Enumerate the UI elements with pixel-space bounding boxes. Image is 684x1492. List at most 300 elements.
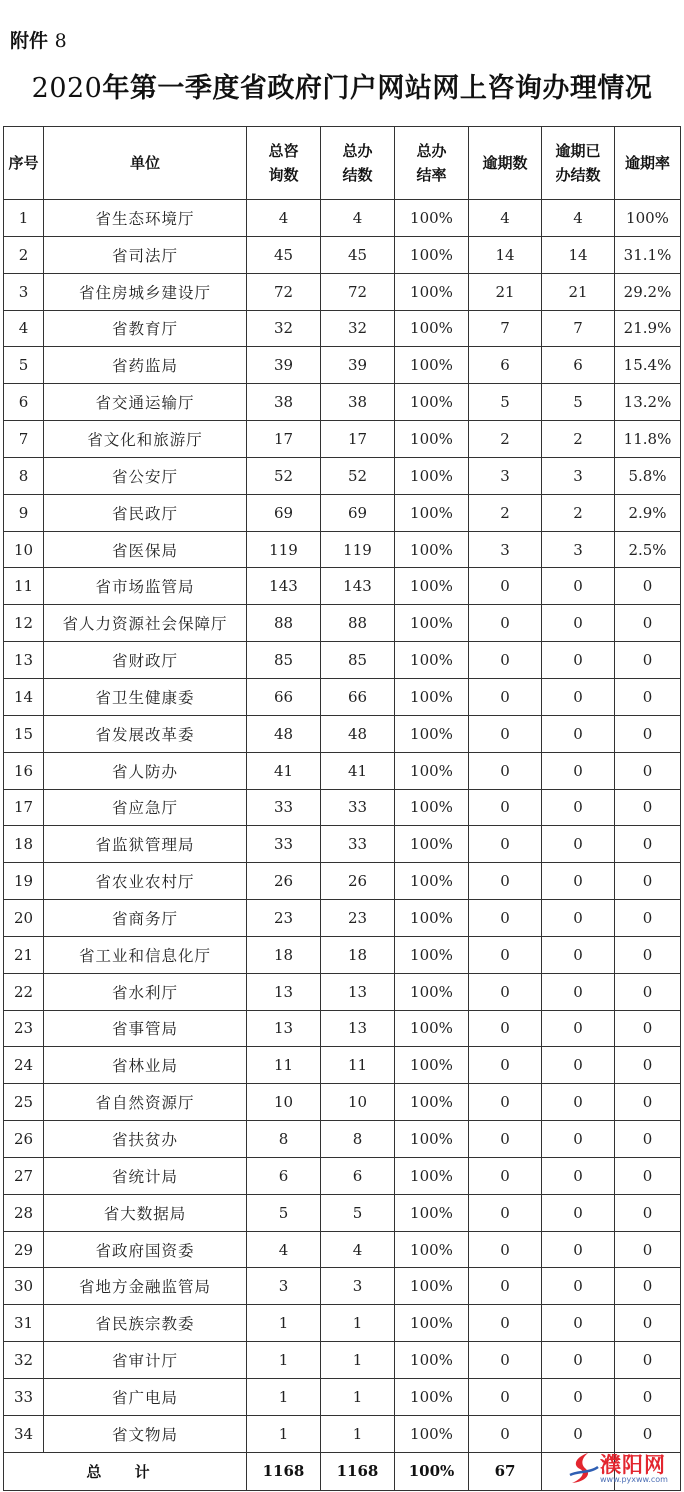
row-rate: 100% [395,1231,469,1268]
row-rate: 100% [395,1121,469,1158]
table-row [4,678,681,715]
row-index: 20 [4,900,44,937]
table-row [4,605,681,642]
col-header-overdue-done: 逾期已办结数 [542,127,615,200]
row-overdue: 0 [469,789,542,826]
row-rate: 100% [395,1342,469,1379]
table-row [4,1084,681,1121]
row-overdue: 3 [469,457,542,494]
row-overdue-rate: 0 [615,1010,681,1047]
row-rate: 100% [395,936,469,973]
row-index: 9 [4,494,44,531]
row-overdue-done: 0 [542,1231,615,1268]
row-index: 11 [4,568,44,605]
row-done: 3 [321,1268,395,1305]
table-row [4,789,681,826]
table-row [4,1121,681,1158]
row-index: 12 [4,605,44,642]
row-total: 13 [247,1010,321,1047]
row-index: 24 [4,1047,44,1084]
table-row [4,715,681,752]
row-done: 33 [321,789,395,826]
row-overdue-rate: 0 [615,826,681,863]
row-total: 18 [247,936,321,973]
row-overdue: 5 [469,384,542,421]
row-overdue-rate: 0 [615,1084,681,1121]
row-overdue-rate: 2.5% [615,531,681,568]
row-rate: 100% [395,1379,469,1416]
row-done: 17 [321,421,395,458]
row-unit: 省公安厅 [44,457,247,494]
row-unit: 省工业和信息化厅 [44,936,247,973]
attachment-word: 附件 [10,30,49,52]
row-overdue: 4 [469,200,542,237]
table-row [4,384,681,421]
row-index: 14 [4,678,44,715]
row-unit: 省民政厅 [44,494,247,531]
row-unit: 省农业农村厅 [44,863,247,900]
row-overdue: 0 [469,826,542,863]
row-unit: 省审计厅 [44,1342,247,1379]
row-total: 72 [247,273,321,310]
row-rate: 100% [395,457,469,494]
row-overdue-rate: 5.8% [615,457,681,494]
table-row [4,1342,681,1379]
table-row [4,1305,681,1342]
row-overdue-done: 0 [542,973,615,1010]
row-done: 23 [321,900,395,937]
row-total: 4 [247,1231,321,1268]
row-overdue-done: 0 [542,568,615,605]
row-index: 5 [4,347,44,384]
row-total: 45 [247,236,321,273]
row-done: 1 [321,1379,395,1416]
row-overdue-done: 0 [542,1305,615,1342]
row-unit: 省文物局 [44,1415,247,1452]
page-title [0,66,684,105]
row-total: 69 [247,494,321,531]
site-watermark [564,1449,682,1491]
row-unit: 省林业局 [44,1047,247,1084]
row-overdue-done: 0 [542,936,615,973]
row-index: 16 [4,752,44,789]
row-overdue-rate: 0 [615,642,681,679]
row-done: 52 [321,457,395,494]
table-row [4,936,681,973]
col-header-done: 总办结数 [321,127,395,200]
row-overdue-done: 21 [542,273,615,310]
row-done: 1 [321,1415,395,1452]
row-index: 34 [4,1415,44,1452]
col-header-overdue-rate: 逾期率 [615,127,681,200]
row-overdue-rate: 0 [615,568,681,605]
row-unit: 省商务厅 [44,900,247,937]
row-total: 8 [247,1121,321,1158]
row-unit: 省药监局 [44,347,247,384]
row-overdue: 0 [469,1268,542,1305]
row-index: 3 [4,273,44,310]
row-overdue-rate: 13.2% [615,384,681,421]
row-done: 6 [321,1157,395,1194]
row-unit: 省教育厅 [44,310,247,347]
row-overdue-rate: 21.9% [615,310,681,347]
row-index: 10 [4,531,44,568]
row-overdue-done: 7 [542,310,615,347]
row-overdue-done: 0 [542,715,615,752]
table-row [4,642,681,679]
row-overdue-done: 0 [542,789,615,826]
row-overdue: 0 [469,1157,542,1194]
row-overdue-rate: 0 [615,1342,681,1379]
row-done: 41 [321,752,395,789]
row-done: 1 [321,1342,395,1379]
row-rate: 100% [395,900,469,937]
row-index: 17 [4,789,44,826]
row-done: 48 [321,715,395,752]
row-overdue-rate: 0 [615,789,681,826]
watermark-text: 濮阳网 [600,1453,666,1477]
row-index: 22 [4,973,44,1010]
row-overdue: 6 [469,347,542,384]
row-overdue-done: 2 [542,421,615,458]
row-unit: 省自然资源厅 [44,1084,247,1121]
row-done: 32 [321,310,395,347]
row-rate: 100% [395,494,469,531]
row-total: 4 [247,200,321,237]
row-done: 69 [321,494,395,531]
row-total: 11 [247,1047,321,1084]
col-header-rate: 总办结率 [395,127,469,200]
row-index: 4 [4,310,44,347]
row-rate: 100% [395,789,469,826]
row-index: 8 [4,457,44,494]
table-row [4,1231,681,1268]
title-year: 2020 [31,73,103,104]
row-overdue-rate: 0 [615,1157,681,1194]
row-overdue-done: 5 [542,384,615,421]
table-row [4,1047,681,1084]
row-unit: 省统计局 [44,1157,247,1194]
totals-rate: 100% [395,1452,469,1490]
row-overdue-done: 0 [542,1047,615,1084]
col-header-overdue: 逾期数 [469,127,542,200]
row-done: 26 [321,863,395,900]
row-overdue-done: 0 [542,642,615,679]
row-overdue: 7 [469,310,542,347]
row-rate: 100% [395,1194,469,1231]
row-overdue-done: 0 [542,1157,615,1194]
row-unit: 省卫生健康委 [44,678,247,715]
row-total: 143 [247,568,321,605]
row-rate: 100% [395,1305,469,1342]
row-rate: 100% [395,678,469,715]
row-overdue: 0 [469,900,542,937]
row-overdue: 2 [469,421,542,458]
row-index: 21 [4,936,44,973]
row-rate: 100% [395,715,469,752]
row-overdue: 0 [469,605,542,642]
row-rate: 100% [395,273,469,310]
table-row [4,236,681,273]
row-index: 1 [4,200,44,237]
row-overdue: 0 [469,642,542,679]
row-overdue-done: 0 [542,1121,615,1158]
row-unit: 省文化和旅游厅 [44,421,247,458]
row-unit: 省市场监管局 [44,568,247,605]
table-row [4,1157,681,1194]
row-index: 7 [4,421,44,458]
row-total: 1 [247,1415,321,1452]
row-overdue-rate: 0 [615,863,681,900]
row-overdue-rate: 100% [615,200,681,237]
row-overdue-rate: 0 [615,752,681,789]
row-index: 13 [4,642,44,679]
row-overdue-rate: 0 [615,715,681,752]
table-row [4,273,681,310]
row-overdue-done: 4 [542,200,615,237]
row-rate: 100% [395,384,469,421]
row-overdue: 0 [469,1305,542,1342]
row-overdue-rate: 0 [615,1379,681,1416]
row-rate: 100% [395,347,469,384]
row-overdue: 0 [469,1047,542,1084]
table-row [4,347,681,384]
row-rate: 100% [395,826,469,863]
row-total: 6 [247,1157,321,1194]
attachment-number: 8 [54,30,67,52]
row-rate: 100% [395,1084,469,1121]
row-done: 18 [321,936,395,973]
row-index: 23 [4,1010,44,1047]
col-header-index: 序号 [4,127,44,200]
row-index: 18 [4,826,44,863]
row-index: 2 [4,236,44,273]
row-rate: 100% [395,236,469,273]
row-overdue-done: 0 [542,752,615,789]
row-unit: 省民族宗教委 [44,1305,247,1342]
row-total: 1 [247,1379,321,1416]
row-unit: 省住房城乡建设厅 [44,273,247,310]
row-total: 1 [247,1342,321,1379]
row-total: 48 [247,715,321,752]
row-overdue-done: 0 [542,1342,615,1379]
row-index: 29 [4,1231,44,1268]
row-overdue: 2 [469,494,542,531]
row-done: 85 [321,642,395,679]
row-overdue-rate: 31.1% [615,236,681,273]
table-row [4,1415,681,1452]
row-overdue-done: 0 [542,1010,615,1047]
row-overdue-done: 0 [542,1084,615,1121]
row-overdue-rate: 0 [615,1194,681,1231]
watermark-url: www.pyxww.com [600,1475,668,1484]
row-unit: 省交通运输厅 [44,384,247,421]
row-rate: 100% [395,605,469,642]
row-overdue-rate: 0 [615,1305,681,1342]
table-row [4,1010,681,1047]
row-index: 32 [4,1342,44,1379]
table-row [4,752,681,789]
row-done: 4 [321,200,395,237]
row-overdue: 0 [469,1231,542,1268]
row-overdue-done: 0 [542,863,615,900]
col-header-total: 总咨询数 [247,127,321,200]
row-overdue: 14 [469,236,542,273]
row-unit: 省广电局 [44,1379,247,1416]
row-total: 88 [247,605,321,642]
table-row [4,826,681,863]
row-done: 119 [321,531,395,568]
row-overdue-rate: 0 [615,1415,681,1452]
row-total: 5 [247,1194,321,1231]
row-overdue-rate: 11.8% [615,421,681,458]
row-overdue-done: 0 [542,900,615,937]
row-index: 28 [4,1194,44,1231]
row-done: 5 [321,1194,395,1231]
row-overdue-done: 14 [542,236,615,273]
title-text: 年第一季度省政府门户网站网上咨询办理情况 [102,73,653,104]
row-rate: 100% [395,310,469,347]
row-total: 23 [247,900,321,937]
row-total: 33 [247,826,321,863]
row-total: 85 [247,642,321,679]
row-rate: 100% [395,200,469,237]
row-overdue: 0 [469,715,542,752]
row-total: 10 [247,1084,321,1121]
consultation-table [3,126,681,1491]
row-unit: 省财政厅 [44,642,247,679]
table-row [4,421,681,458]
row-rate: 100% [395,752,469,789]
row-overdue-rate: 0 [615,1231,681,1268]
row-index: 15 [4,715,44,752]
table-row [4,863,681,900]
row-overdue-done: 0 [542,1268,615,1305]
row-overdue-rate: 0 [615,678,681,715]
row-index: 30 [4,1268,44,1305]
table-row [4,531,681,568]
row-done: 45 [321,236,395,273]
row-rate: 100% [395,642,469,679]
row-overdue-rate: 0 [615,936,681,973]
row-overdue: 21 [469,273,542,310]
row-total: 52 [247,457,321,494]
row-index: 27 [4,1157,44,1194]
row-done: 33 [321,826,395,863]
row-overdue: 0 [469,1121,542,1158]
row-rate: 100% [395,531,469,568]
row-overdue-done: 0 [542,826,615,863]
row-done: 66 [321,678,395,715]
row-overdue: 0 [469,973,542,1010]
totals-label: 总 计 [4,1452,247,1490]
table-row [4,310,681,347]
row-total: 32 [247,310,321,347]
row-unit: 省司法厅 [44,236,247,273]
row-done: 4 [321,1231,395,1268]
row-rate: 100% [395,1157,469,1194]
row-overdue-rate: 0 [615,1121,681,1158]
row-done: 11 [321,1047,395,1084]
row-rate: 100% [395,421,469,458]
row-rate: 100% [395,863,469,900]
totals-overdue: 67 [469,1452,542,1490]
row-overdue-rate: 29.2% [615,273,681,310]
row-overdue: 0 [469,1194,542,1231]
row-total: 119 [247,531,321,568]
row-index: 31 [4,1305,44,1342]
totals-done: 1168 [321,1452,395,1490]
row-overdue: 0 [469,1342,542,1379]
row-overdue: 0 [469,678,542,715]
row-done: 39 [321,347,395,384]
row-overdue: 0 [469,1084,542,1121]
row-overdue: 0 [469,1415,542,1452]
row-index: 19 [4,863,44,900]
row-unit: 省人防办 [44,752,247,789]
table-row [4,1194,681,1231]
totals-total: 1168 [247,1452,321,1490]
table-row [4,1379,681,1416]
row-total: 26 [247,863,321,900]
row-unit: 省生态环境厅 [44,200,247,237]
row-overdue: 0 [469,1379,542,1416]
row-index: 25 [4,1084,44,1121]
row-unit: 省事管局 [44,1010,247,1047]
row-rate: 100% [395,1047,469,1084]
row-total: 38 [247,384,321,421]
row-index: 33 [4,1379,44,1416]
row-overdue-done: 0 [542,605,615,642]
row-unit: 省大数据局 [44,1194,247,1231]
row-total: 13 [247,973,321,1010]
row-unit: 省医保局 [44,531,247,568]
table-row [4,200,681,237]
row-total: 3 [247,1268,321,1305]
col-header-unit: 单位 [44,127,247,200]
row-done: 13 [321,973,395,1010]
row-unit: 省水利厅 [44,973,247,1010]
row-overdue-rate: 0 [615,973,681,1010]
table-header-row [4,127,681,200]
row-overdue-done: 6 [542,347,615,384]
row-overdue-done: 0 [542,1379,615,1416]
row-done: 38 [321,384,395,421]
row-overdue-rate: 0 [615,1268,681,1305]
watermark-logo-icon [566,1451,600,1487]
row-rate: 100% [395,1010,469,1047]
row-overdue-rate: 0 [615,605,681,642]
row-rate: 100% [395,1415,469,1452]
row-overdue: 3 [469,531,542,568]
row-overdue-done: 3 [542,531,615,568]
row-done: 88 [321,605,395,642]
row-rate: 100% [395,973,469,1010]
row-overdue-rate: 2.9% [615,494,681,531]
row-overdue: 0 [469,1010,542,1047]
row-total: 41 [247,752,321,789]
row-total: 39 [247,347,321,384]
row-index: 6 [4,384,44,421]
row-unit: 省应急厅 [44,789,247,826]
row-overdue-done: 0 [542,1415,615,1452]
row-total: 33 [247,789,321,826]
attachment-label [10,26,67,53]
row-done: 13 [321,1010,395,1047]
row-total: 1 [247,1305,321,1342]
row-overdue-rate: 15.4% [615,347,681,384]
row-unit: 省人力资源社会保障厅 [44,605,247,642]
